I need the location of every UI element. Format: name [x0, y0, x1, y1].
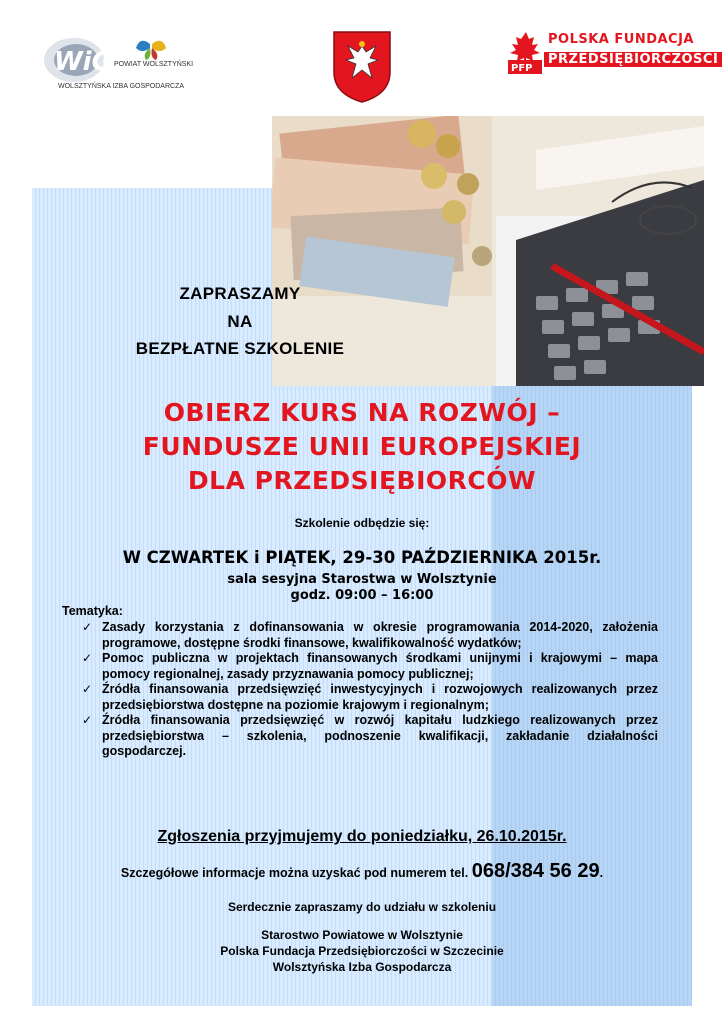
pfp-line-1: POLSKA FUNDACJA: [548, 32, 694, 47]
welcome-text: Serdecznie zapraszamy do udziału w szkoleniu: [227, 900, 497, 914]
wig-subtitle: POWIAT WOLSZTYŃSKI: [114, 61, 194, 68]
organizer-2: Polska Fundacja Przedsiębiorczości w Szczecinie: [220, 944, 504, 958]
organizer-3: Wolsztyńska Izba Gospodarcza: [272, 960, 452, 974]
title-line-3: DLA PRZEDSIĘBIORCÓW: [187, 466, 537, 495]
organizer-1: Starostwo Powiatowe w Wolsztynie: [261, 928, 463, 942]
checkmark-icon: ✓: [82, 713, 93, 727]
checkmark-icon: ✓: [82, 620, 93, 634]
invite-line-2: NA: [227, 312, 253, 331]
pfp-line-2: PRZEDSIĘBIORCZOŚCI: [544, 52, 722, 67]
registration-deadline: Zgłoszenia przyjmujemy do poniedziałku, 26.10.2015r.: [157, 828, 567, 845]
title-line-1: OBIERZ KURS NA ROZWÓJ –: [163, 398, 561, 427]
coat-of-arms-icon: [330, 28, 394, 104]
checkmark-icon: ✓: [82, 682, 93, 696]
title-line-2: FUNDUSZE UNII EUROPEJSKIEJ: [142, 432, 582, 461]
list-item: ✓ Źródła finansowania przedsięwzięć inwestycyjnych i rozwojowych realizowanych przez przedsiębiorstwa dostępne na poziomie krajowym i regionalnym;: [82, 682, 658, 712]
contact-info-text: Szczegółowe informacje można uzyskać pod numerem tel.: [120, 866, 469, 880]
list-item: ✓ Źródła finansowania przedsięwzięć w rozwój kapitału ludzkiego realizowanych przez przedsiębiorstwa – szkolenia, podnoszenie kwalifikacji, zakładanie działalności gospodarczej.: [82, 713, 658, 758]
contact-info-end: .: [599, 866, 604, 880]
invite-line-1: ZAPRASZAMY: [179, 284, 301, 303]
event-place: sala sesyjna Starostwa w Wolsztynie: [227, 572, 497, 587]
pfp-abbr: PFP: [511, 63, 533, 74]
invite-line-3: BEZPŁATNE SZKOLENIE: [135, 339, 345, 358]
phone-number: 068/384 56 29: [471, 860, 600, 882]
topics-list: [80, 620, 658, 760]
event-intro: Szkolenie odbędzie się:: [294, 516, 430, 530]
wig-org-name: WOLSZTYŃSKA IZBA GOSPODARCZA: [58, 83, 185, 90]
event-date: W CZWARTEK i PIĄTEK, 29-30 PAŹDZIERNIKA 2015r.: [122, 548, 602, 567]
wig-logo: [40, 34, 200, 94]
wig-logo-text: WiG: [54, 47, 113, 77]
contact-info: [40, 860, 684, 883]
checkmark-icon: ✓: [82, 651, 93, 665]
list-item: ✓ Pomoc publiczna w projektach finansowanych środkami unijnymi i krajowymi – mapa pomocy regionalnej, zasady przyznawania pomocy publicznej;: [82, 651, 658, 681]
list-item: ✓ Zasady korzystania z dofinansowania w okresie programowania 2014-2020, założenia programowe, dostępne środki finansowe, kwalifikowalność wydatków;: [82, 620, 658, 650]
topics-label: Tematyka:: [62, 604, 123, 618]
pfp-logo: [508, 30, 719, 78]
event-hours: godz. 09:00 – 16:00: [290, 588, 434, 603]
butterfly-icon: [136, 41, 166, 60]
